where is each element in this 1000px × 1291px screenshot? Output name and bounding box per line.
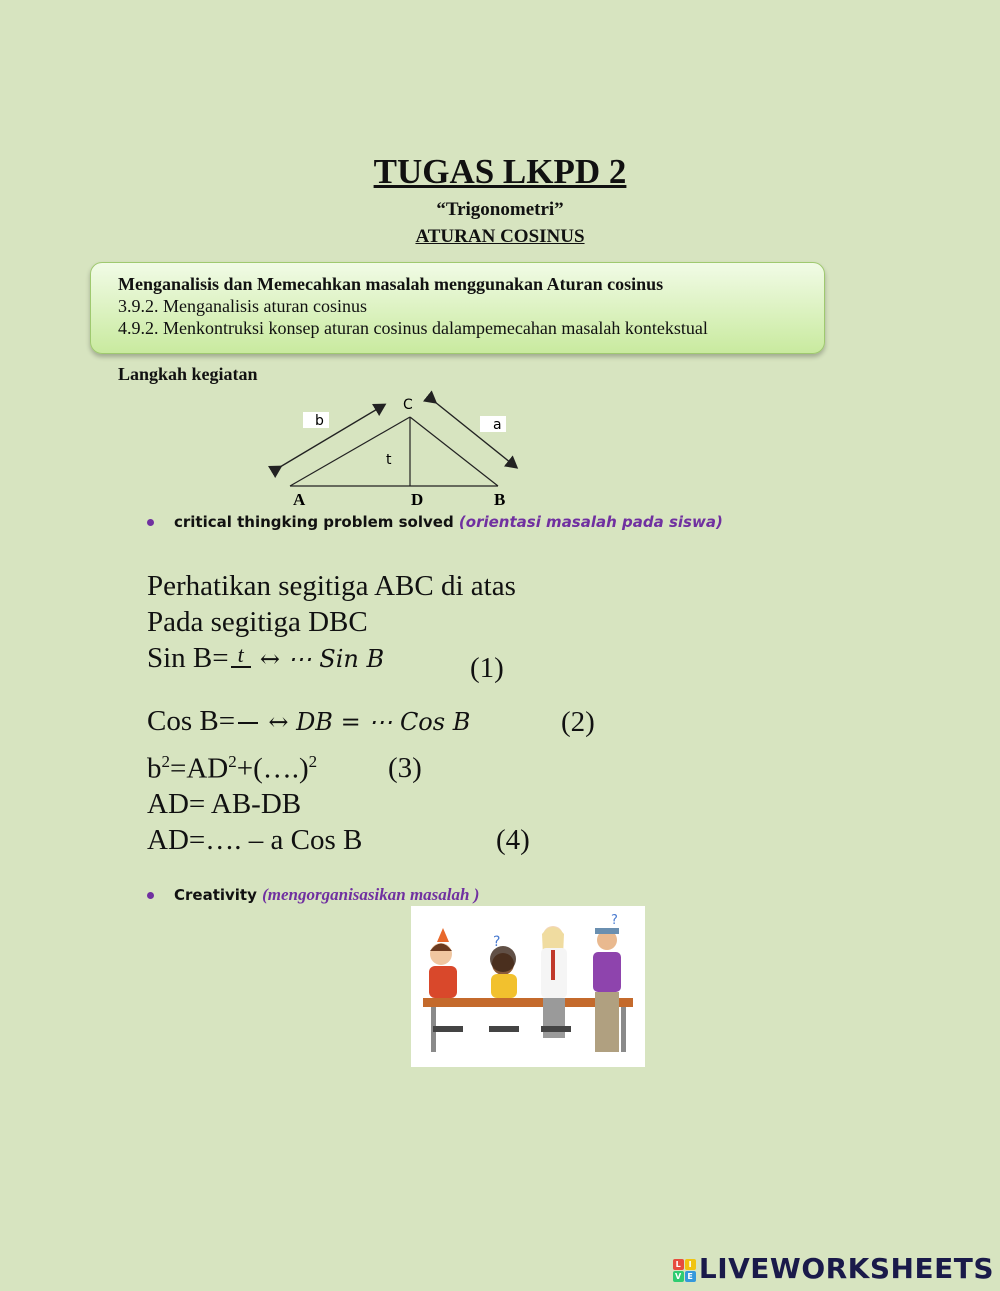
math-line: AD=…. – a Cos B bbox=[147, 824, 363, 856]
liveworksheets-logo bbox=[673, 1252, 994, 1285]
equation-number: (3) bbox=[388, 752, 422, 784]
eq-text: =AD bbox=[170, 752, 229, 785]
sin-prefix: Sin B= bbox=[147, 642, 229, 674]
cos-equation bbox=[147, 705, 470, 738]
logo-icon-cell: E bbox=[685, 1271, 696, 1282]
cos-prefix: Cos B= bbox=[147, 705, 236, 737]
logo-icon bbox=[673, 1259, 696, 1282]
svg-text:?: ? bbox=[493, 934, 501, 950]
eq-sup: 2 bbox=[308, 752, 318, 771]
math-line: Perhatikan segitiga ABC di atas bbox=[147, 570, 516, 602]
page-title: TUGAS LKPD 2 bbox=[373, 152, 627, 191]
fraction-bar bbox=[238, 722, 258, 724]
bullet-note: (orientasi masalah pada siswa) bbox=[458, 513, 723, 531]
objective-line: 3.9.2. Menganalisis aturan cosinus bbox=[118, 296, 367, 316]
pythagoras-equation bbox=[147, 752, 317, 786]
logo-icon-cell: I bbox=[685, 1259, 696, 1270]
sin-fraction bbox=[231, 644, 251, 676]
math-line: AD= AB-DB bbox=[147, 788, 302, 820]
side-a-label: a bbox=[493, 417, 502, 433]
bullet-note: (mengorganisasikan masalah ) bbox=[262, 885, 480, 904]
arrow-b bbox=[280, 405, 384, 467]
vertex-b-label: B bbox=[494, 490, 506, 509]
students-illustration bbox=[411, 906, 645, 1067]
objective-line: 4.9.2. Menkontruksi konsep aturan cosinus dalampemecahan masalah kontekstual bbox=[118, 318, 708, 338]
math-line: Pada segitiga DBC bbox=[147, 606, 368, 638]
steps-label: Langkah kegiatan bbox=[118, 364, 258, 384]
equation-number: (1) bbox=[470, 652, 504, 684]
eq-sup: 2 bbox=[161, 752, 170, 771]
sin-equation bbox=[147, 642, 384, 676]
fraction-bar bbox=[231, 666, 251, 676]
sin-rest: ↔ ⋯ Sin B bbox=[259, 645, 385, 673]
equation-number: (2) bbox=[561, 706, 595, 738]
height-t-label: t bbox=[386, 452, 392, 468]
equation-number: (4) bbox=[496, 824, 530, 856]
triangle-diagram bbox=[260, 390, 540, 515]
bullet-text: critical thingking problem solved bbox=[174, 513, 459, 531]
logo-icon-cell: L bbox=[673, 1259, 684, 1270]
vertex-c-label: C bbox=[403, 397, 413, 413]
logo-icon-cell: V bbox=[673, 1271, 684, 1282]
bullet-icon bbox=[147, 892, 154, 899]
objectives-heading: Menganalisis dan Memecahkan masalah menggunakan Aturan cosinus bbox=[118, 274, 664, 294]
vertex-a-label: A bbox=[293, 490, 306, 509]
bullet-text: Creativity bbox=[174, 886, 263, 904]
topic-title: ATURAN COSINUS bbox=[415, 226, 585, 247]
bullet-critical-thinking bbox=[147, 513, 723, 531]
cos-rest: ↔ DB = ⋯ Cos B bbox=[268, 708, 471, 736]
logo-text: LIVEWORKSHEETS bbox=[698, 1252, 994, 1285]
vertex-d-label: D bbox=[411, 490, 424, 509]
page-subtitle: “Trigonometri” bbox=[436, 199, 564, 220]
eq-sup: 2 bbox=[228, 752, 237, 771]
arrow-a bbox=[435, 402, 516, 467]
sin-numerator: t bbox=[237, 642, 244, 668]
bullet-icon bbox=[147, 519, 154, 526]
eq-text: +(….) bbox=[236, 752, 309, 785]
side-b-label: b bbox=[315, 413, 324, 429]
bullet-creativity bbox=[147, 885, 479, 905]
svg-text:?: ? bbox=[611, 913, 618, 928]
eq-text: b bbox=[147, 752, 162, 785]
